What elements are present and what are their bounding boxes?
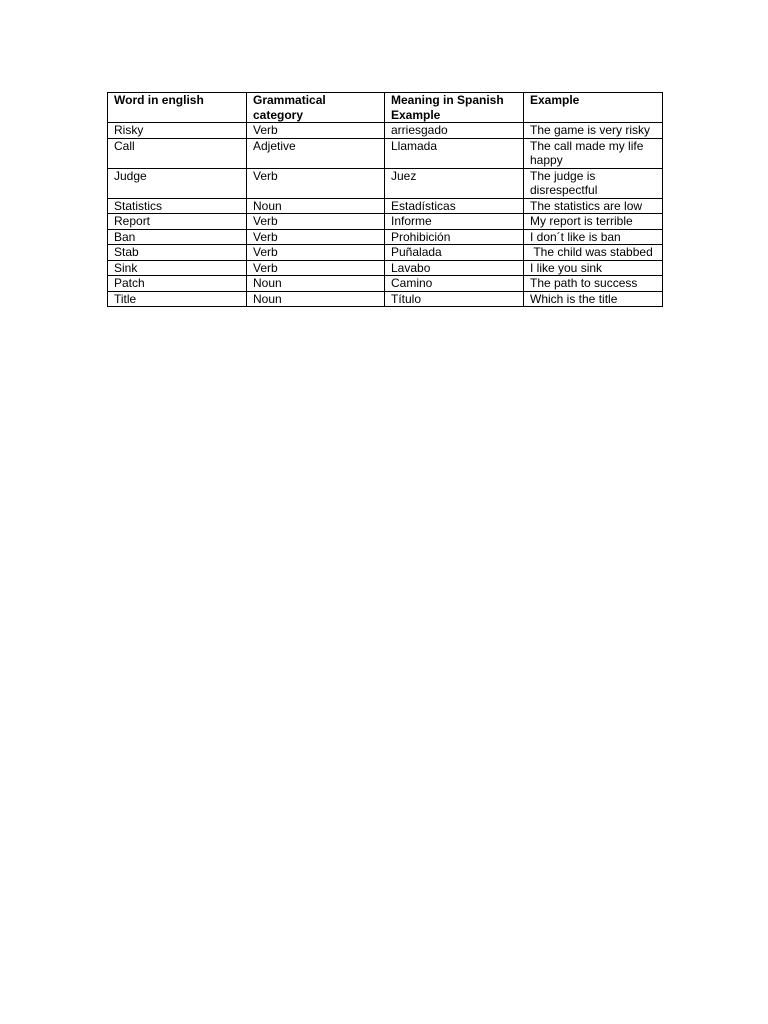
- cell-word: Patch: [108, 276, 247, 292]
- cell-word: Risky: [108, 123, 247, 139]
- cell-category: Verb: [247, 123, 385, 139]
- cell-meaning: Puñalada: [385, 245, 524, 261]
- cell-meaning: Llamada: [385, 138, 524, 168]
- table-row: [108, 214, 663, 230]
- cell-category: Verb: [247, 214, 385, 230]
- cell-example: I don´t like is ban: [524, 229, 663, 245]
- cell-meaning: Camino: [385, 276, 524, 292]
- cell-example: The statistics are low: [524, 198, 663, 214]
- cell-category: Verb: [247, 229, 385, 245]
- table-row: [108, 291, 663, 307]
- cell-category: Noun: [247, 276, 385, 292]
- cell-word: Judge: [108, 168, 247, 198]
- header-word: Word in english: [108, 93, 247, 123]
- cell-meaning: Informe: [385, 214, 524, 230]
- cell-example: The judge is disrespectful: [524, 168, 663, 198]
- table-row: [108, 260, 663, 276]
- cell-word: Title: [108, 291, 247, 307]
- cell-category: Verb: [247, 245, 385, 261]
- header-meaning: Meaning in Spanish Example: [385, 93, 524, 123]
- cell-example: The game is very risky: [524, 123, 663, 139]
- cell-word: Ban: [108, 229, 247, 245]
- table-row: [108, 245, 663, 261]
- table-row: [108, 168, 663, 198]
- table-row: [108, 198, 663, 214]
- cell-word: Stab: [108, 245, 247, 261]
- table-row: [108, 123, 663, 139]
- cell-example: My report is terrible: [524, 214, 663, 230]
- cell-meaning: Estadísticas: [385, 198, 524, 214]
- cell-example: The child was stabbed: [524, 245, 663, 261]
- cell-word: Sink: [108, 260, 247, 276]
- header-example: Example: [524, 93, 663, 123]
- cell-category: Adjetive: [247, 138, 385, 168]
- table-row: [108, 229, 663, 245]
- cell-meaning: arriesgado: [385, 123, 524, 139]
- cell-example: Which is the title: [524, 291, 663, 307]
- table-header: [108, 93, 663, 123]
- vocabulary-table: [107, 92, 663, 307]
- cell-word: Statistics: [108, 198, 247, 214]
- cell-meaning: Lavabo: [385, 260, 524, 276]
- table-row: [108, 138, 663, 168]
- header-category: Grammatical category: [247, 93, 385, 123]
- cell-meaning: Prohibición: [385, 229, 524, 245]
- table-body: [108, 123, 663, 307]
- cell-meaning: Juez: [385, 168, 524, 198]
- header-row: [108, 93, 663, 123]
- cell-category: Noun: [247, 198, 385, 214]
- cell-category: Verb: [247, 168, 385, 198]
- cell-example: The call made my life happy: [524, 138, 663, 168]
- table-row: [108, 276, 663, 292]
- cell-word: Report: [108, 214, 247, 230]
- cell-word: Call: [108, 138, 247, 168]
- cell-example: I like you sink: [524, 260, 663, 276]
- cell-meaning: Título: [385, 291, 524, 307]
- cell-example: The path to success: [524, 276, 663, 292]
- cell-category: Noun: [247, 291, 385, 307]
- cell-category: Verb: [247, 260, 385, 276]
